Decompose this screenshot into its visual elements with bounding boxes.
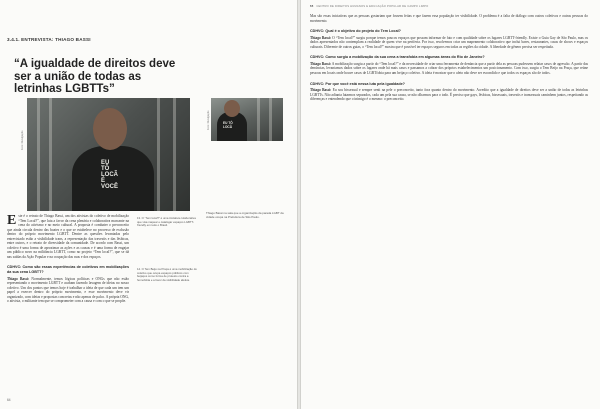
photo-credit-small: Foto: Divulgação bbox=[207, 110, 210, 130]
shirt-line: LOCÃ bbox=[223, 124, 233, 129]
intro-text: ste é o retrato de Thiago Bassi, um dos ativistas do coletivo de mobilização “Tem Local?”, que luta a favor da cena plenária e colaborativa marcante na cena do ativismo e no meio cultural. A proposta é combater o preconceito que ainda circula dentro das boates e o que se estabelece no processo de exclusão dentro do próprio movimento LGBTT. Dentre as questões levantadas pelo entrevistado estão a visibilidade trans, a representação das travestis e das lésbicas, entre outros, e o retrato de diversidade da comunidade. De acordo com Bassi, um coletivo é uma forma de aproximar as ações e as causas e é uma forma de engajar um público novo na militância LGBTT, como no projeto “Tem local?”, que se dá nas saídas da Ação Popular e na ocupação das ruas e dos espaços. bbox=[7, 214, 129, 259]
answer-4 bbox=[310, 88, 588, 102]
photo-credit: Foto: Divulgação bbox=[21, 130, 24, 150]
question-3: CDHVC: Como surgiu a mobilização da sua cena a transfobia em algumas áreas do Rio de Janeiro? bbox=[310, 55, 485, 60]
photo-bar bbox=[37, 98, 40, 211]
photo-bar bbox=[49, 98, 52, 211]
speaker-label: Thiago Bassi: bbox=[310, 61, 331, 66]
question-4: CDHVC: Por que você está nessa luta pela igualdade? bbox=[310, 81, 405, 86]
question-1: CDHVC: Como são essas experiências de coletivos em mobilizações da sua cena LGBTT? bbox=[7, 265, 129, 275]
photo-bar bbox=[269, 98, 272, 141]
page-gutter bbox=[297, 0, 301, 409]
question-2: CDHVC: Qual é o objetivo do projeto do Tem Local? bbox=[310, 29, 401, 34]
shirt-text bbox=[223, 122, 233, 129]
photo-caption: Thiago Bassi na sala que a organização da parada LGBT da cidade ocupa na Prefeitura de São Paulo. bbox=[206, 211, 284, 219]
speaker-label: Thiago Bassi: bbox=[310, 35, 332, 40]
left-page bbox=[0, 0, 298, 409]
answer-text: Eu sou bissexual e sempre senti na pele o preconceito, tanto fora quanto dentro do movimento. Acredito que a igualdade de direitos deve ser a união de todas as letrinhas LGBTTs. Não adianta lutarmos separados, cada um pela sua causa, se não olharmos para o todo. É preciso que gays, lésbicas, bissexuais, travestis e transexuais caminhem juntos, respeitando as diferenças e entendendo que o inimigo é o mesmo: o preconceito. bbox=[310, 88, 588, 102]
right-page bbox=[300, 0, 600, 409]
shirt-line: LOCÃ bbox=[101, 172, 118, 178]
sidenote-13: 13. O “Tem local?” é uma iniciativa colaborativa que visa mapear e catalogar espaços LGBTT-friendly em todo o Brasil. bbox=[137, 216, 196, 228]
shirt-text bbox=[101, 160, 118, 190]
running-head bbox=[310, 5, 428, 8]
answer-text: O “Tem local?” surgiu porque temos poucos espaços que possam informar de fato e com qualidade sobre os lugares LGBTT-friendly. Existe o Guia Gay de São Paulo, mas os dados apresentados não contemplam a realidade de quem vive na periferia. Por isso, resolvemos criar um mapeamento colaborativo que inclui bares, restaurantes, casas de shows e espaços culturais. Diferente de outros guias, o “Tem local?” mostra que é possível ter espaços seguros em todas as regiões da cidade. A liberdade de gênero precisa ser respeitada. bbox=[310, 35, 588, 49]
speaker-label: Thiago Bassi: bbox=[7, 276, 30, 281]
photo-bar bbox=[257, 98, 260, 141]
person-head bbox=[224, 100, 240, 117]
sidenote-14: 14. O Tem Beijo na Praça é uma mobilização do coletivo que ocupa espaços públicos com beijaços como forma de protesto contra a homofobia e a favor da visibilidade afetiva. bbox=[137, 267, 197, 282]
shirt-line: É bbox=[101, 178, 106, 184]
shirt-line: EU TÔ bbox=[223, 121, 233, 125]
right-column bbox=[310, 14, 588, 102]
speaker-label: Thiago Bassi: bbox=[310, 88, 332, 93]
shirt-line: EU bbox=[101, 160, 110, 166]
intro-column bbox=[7, 214, 129, 304]
page-number-left: 64 bbox=[7, 398, 11, 402]
photo-bar bbox=[157, 98, 160, 211]
photo-bar bbox=[173, 98, 176, 211]
dropcap: E bbox=[7, 213, 17, 228]
continued-text: Mas são essas iniciativas que as pessoas gostariam que fossem feitas e que fazem essa população ter visibilidade. O problema é a falta de diálogo com outros coletivos e outras pessoas do movimento. bbox=[310, 14, 588, 23]
answer-3 bbox=[310, 62, 588, 76]
shirt-line: VOCÊ bbox=[101, 184, 119, 190]
headline: “A igualdade de direitos deve ser a união de todas as letrinhas LGBTTs” bbox=[14, 58, 176, 95]
page-number-right: 65 bbox=[310, 5, 314, 8]
running-head-text: CENTRO DE DIREITOS HUMANOS E EDUCAÇÃO POPULAR DE CAMPO LIMPO bbox=[316, 5, 429, 8]
interview-photo-small bbox=[211, 98, 283, 141]
answer-text: Normalmente, temos lógicas políticas e ONGs que não estão representando o movimento LGBTT e acabam fazendo lavagem de ideias no nosso coletivo. Um dos pontos que temos hoje é trabalhar a ideia de que cada um tem um papel a exercer dentro do próprio movimento, e esse movimento deve vir organizado, com ideias e propostas concretas e não apenas de palco. A própria ONG, o ativista, o militante tem que se comprometer com a causa e com o que se propõe. bbox=[7, 276, 129, 304]
person-head bbox=[93, 108, 127, 150]
answer-1 bbox=[7, 277, 129, 304]
shirt-line: TÔ bbox=[101, 166, 110, 172]
answer-text: A mobilização surgiu a partir do “Tem local?” e da necessidade de criar uma ferramenta de denúncia que a partir dela as pessoas pudessem relatar casos de agressão. A partir das denúncias, levantamos dados sobre os lugares onde há mais casos e passamos a cobrar dos próprios estabelecimentos um posicionamento. Com isso, surgiu o Tem Beijo na Praça, que reúne pessoas em locais onde houve casos de LGBTfobia para um beijaço coletivo. A ideia é mostrar que o afeto não deve ser escondido e que todos os espaços são de todos. bbox=[310, 61, 589, 76]
answer-2 bbox=[310, 36, 588, 50]
section-label: 3.4.1. ENTREVISTA: THIAGO BASSI bbox=[7, 37, 91, 42]
interview-photo bbox=[27, 98, 190, 211]
